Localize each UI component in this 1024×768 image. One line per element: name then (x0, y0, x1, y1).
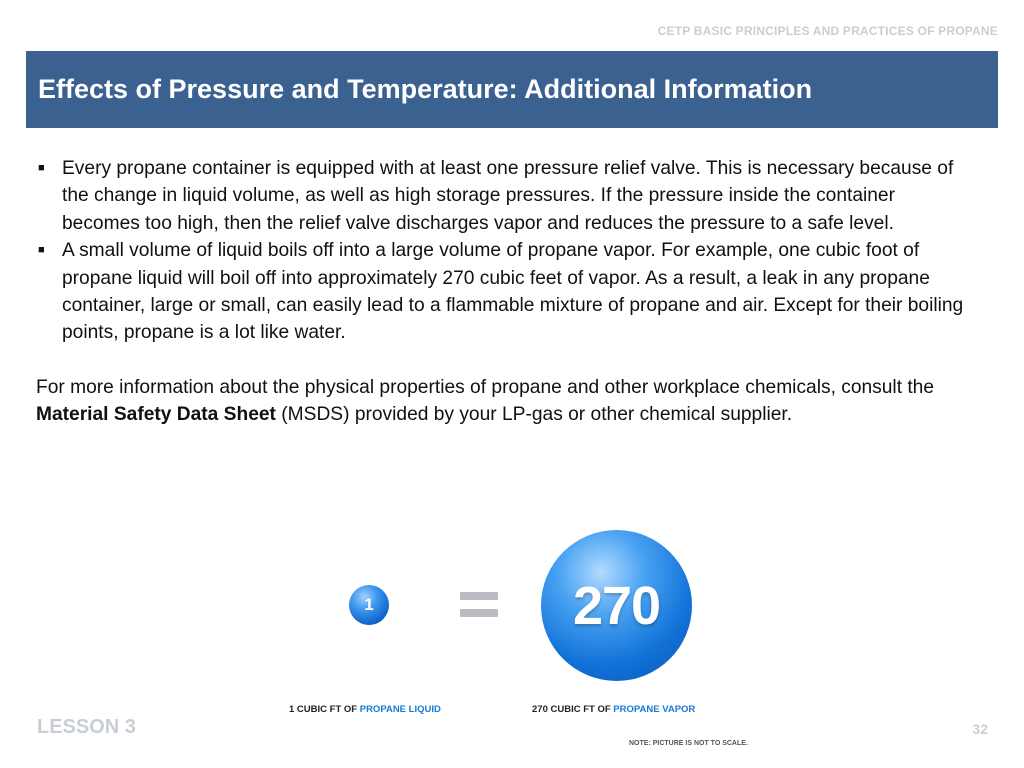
slide-title: Effects of Pressure and Temperature: Additional Information (38, 74, 813, 104)
liquid-sphere (349, 585, 389, 625)
liquid-caption-prefix: 1 CUBIC FT OF (289, 704, 360, 715)
course-label: CETP BASIC PRINCIPLES AND PRACTICES OF PROPANE (657, 24, 998, 38)
liquid-caption (289, 704, 441, 715)
vapor-value: 270 (572, 575, 661, 636)
msds-paragraph (36, 374, 966, 429)
bullet-list (36, 155, 966, 347)
vapor-sphere (541, 530, 692, 681)
slide-content (36, 155, 966, 429)
liquid-caption-highlight: PROPANE LIQUID (359, 704, 441, 715)
scale-note: NOTE: PICTURE IS NOT TO SCALE. (629, 740, 748, 747)
vapor-caption-highlight: PROPANE VAPOR (613, 704, 696, 715)
msds-bold-term: Material Safety Data Sheet (36, 404, 276, 426)
title-bar (26, 51, 998, 128)
paragraph-text-before: For more information about the physical properties of propane and other workplace chemicals, consult the (36, 376, 935, 398)
paragraph-text-after: (MSDS) provided by your LP-gas or other chemical supplier. (275, 404, 793, 426)
bullet-item (36, 237, 966, 347)
bullet-item (36, 155, 966, 237)
square-bullet-icon: ■ (38, 244, 45, 257)
square-bullet-icon: ■ (38, 162, 45, 174)
bullet-text: Every propane container is equipped with at least one pressure relief valve. This is necessary because of the change in liquid volume, as well as high storage pressures. If the pressure inside the container becomes too high, then the relief valve discharges vapor and reduces the pressure to a safe level. (62, 158, 954, 234)
page-number: 32 (972, 721, 988, 737)
liquid-value: 1 (364, 595, 374, 614)
vapor-caption (532, 704, 695, 715)
lesson-label: LESSON 3 (37, 716, 136, 738)
vapor-caption-prefix: 270 CUBIC FT OF (532, 704, 614, 715)
bullet-text: A small volume of liquid boils off into a large volume of propane vapor. For example, one cubic foot of propane liquid will boil off into approximately 270 cubic feet of vapor. As a result, a leak in any propane container, large or small, can easily lead to a flammable mixture of propane and air. Except for their boiling points, propane is a lot like water. (62, 240, 964, 344)
equals-icon (460, 592, 498, 618)
